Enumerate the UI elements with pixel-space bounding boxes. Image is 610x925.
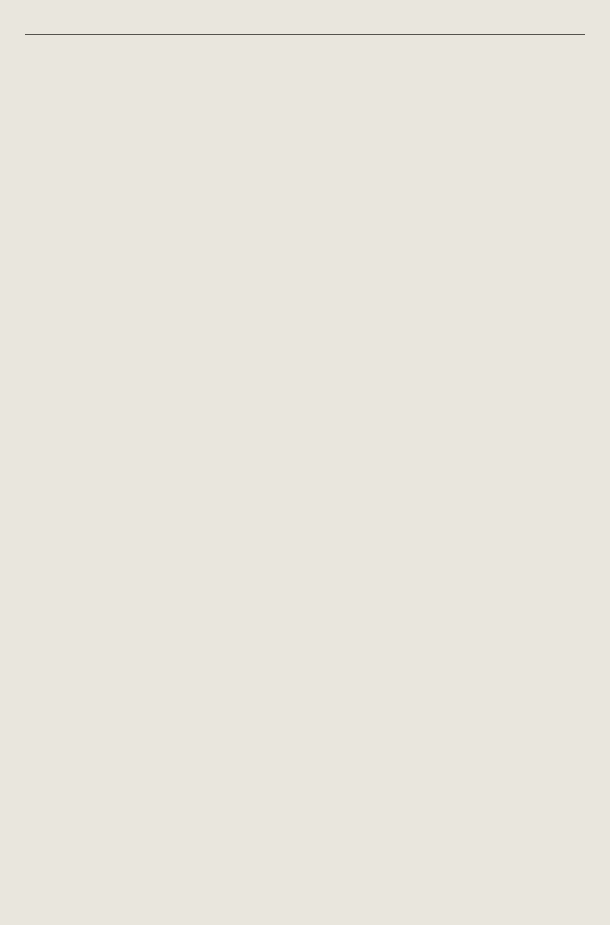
page-header <box>30 4 588 26</box>
header-rule <box>25 34 585 35</box>
